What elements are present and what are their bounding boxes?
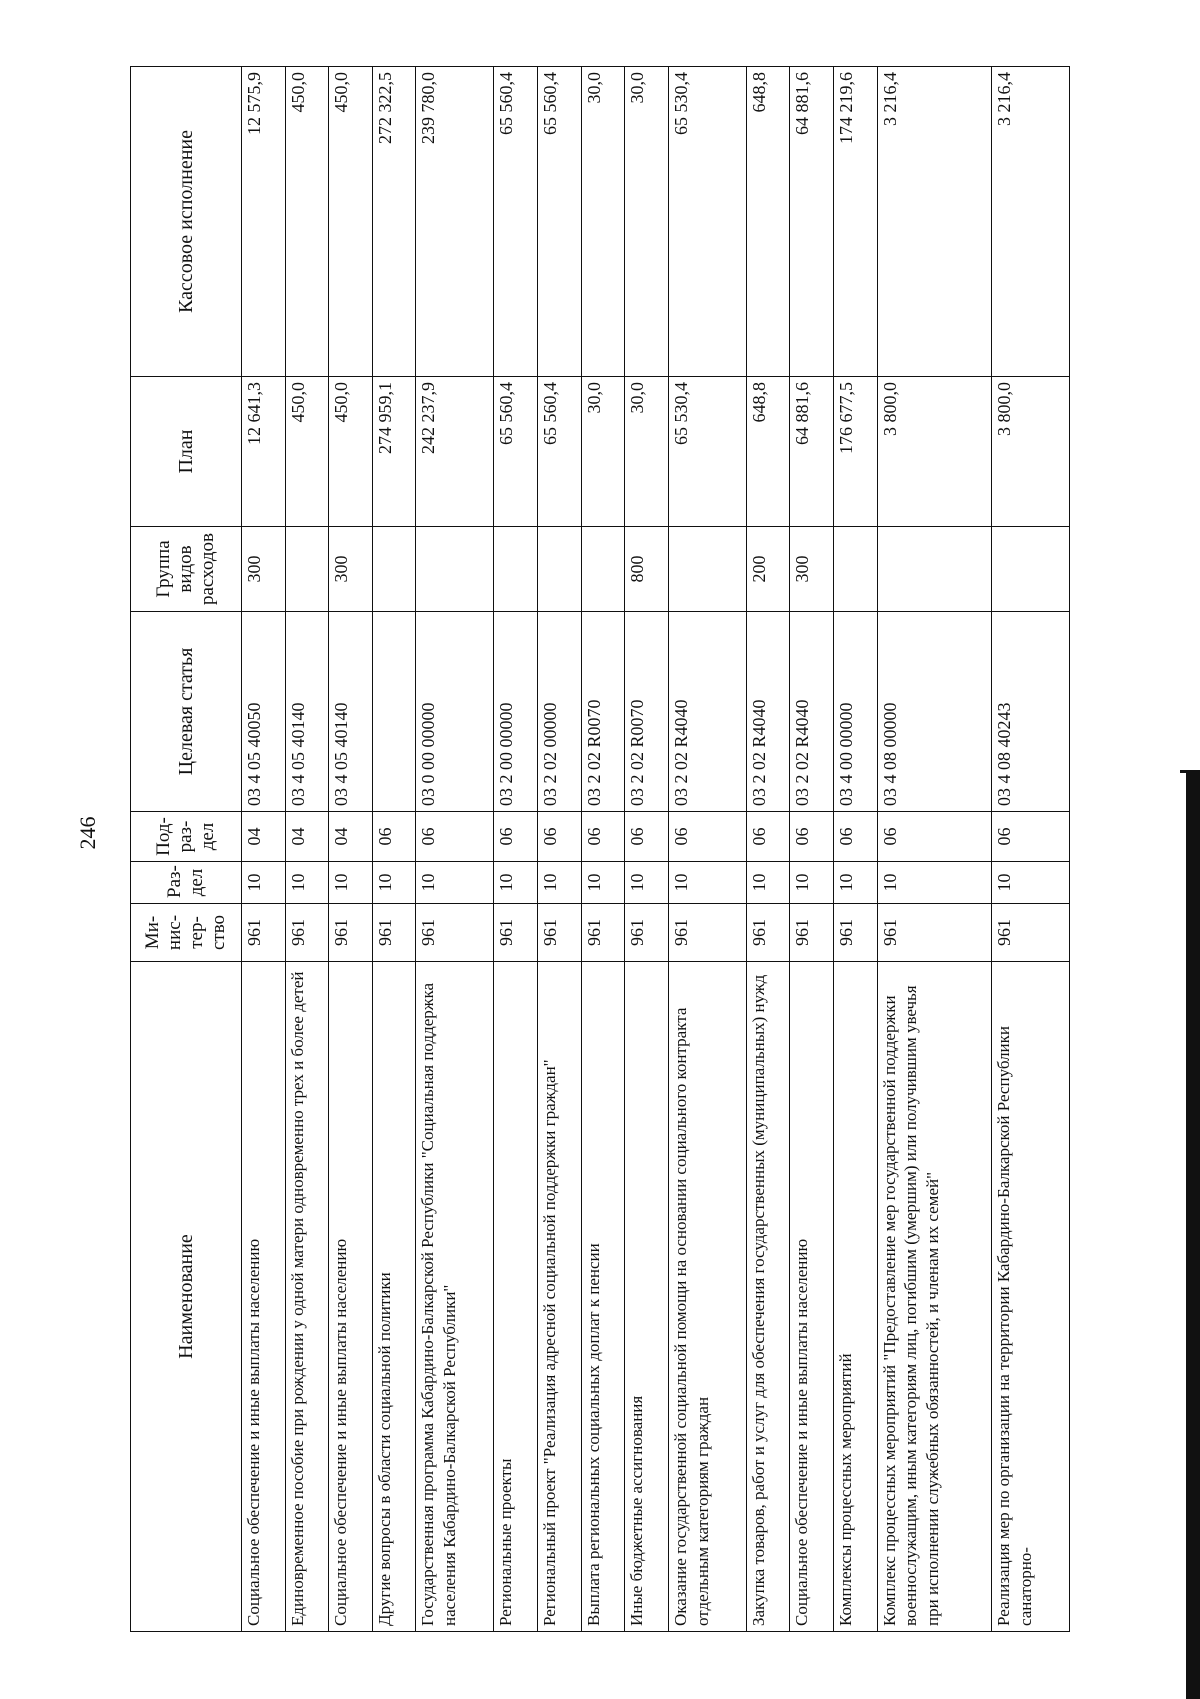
table-header-row [131,67,242,1632]
cell-name: Социальное обеспечение и иные выплаты населению [242,962,286,1632]
cell-plan: 450,0 [285,377,329,527]
cell-group: 200 [746,527,790,612]
cell-subsection: 04 [329,812,373,862]
cell-section: 10 [790,862,834,904]
cell-plan: 30,0 [625,377,669,527]
table-row [833,67,877,1632]
cell-target: 03 2 02 R4040 [790,612,834,812]
cell-subsection: 04 [242,812,286,862]
cell-name: Другие вопросы в области социальной политики [372,962,416,1632]
table-row [537,67,581,1632]
table-row [285,67,329,1632]
cell-plan: 64 881,6 [790,377,834,527]
cell-group [991,527,1069,612]
cell-group: 800 [625,527,669,612]
cell-section: 10 [877,862,991,904]
cell-plan: 3 800,0 [877,377,991,527]
cell-cash: 239 780,0 [416,67,494,377]
cell-group: 300 [329,527,373,612]
cell-group: 300 [242,527,286,612]
budget-table [130,66,1070,1632]
cell-group [833,527,877,612]
table-row [242,67,286,1632]
table-row [991,67,1069,1632]
cell-cash: 12 575,9 [242,67,286,377]
budget-table-rotated [130,67,1070,1632]
cell-target: 03 2 00 00000 [494,612,538,812]
cell-name: Выплата региональных социальных доплат к пенсии [581,962,625,1632]
cell-group [877,527,991,612]
cell-plan: 242 237,9 [416,377,494,527]
cell-subsection: 06 [372,812,416,862]
cell-name: Комплексы процессных мероприятий [833,962,877,1632]
cell-subsection: 06 [746,812,790,862]
cell-plan: 30,0 [581,377,625,527]
cell-subsection: 06 [494,812,538,862]
cell-name: Единовременное пособие при рождении у одной матери одновременно трех и более детей [285,962,329,1632]
cell-group [285,527,329,612]
cell-ministry: 961 [746,904,790,962]
table-row [790,67,834,1632]
cell-group [494,527,538,612]
cell-name: Оказание государственной социальной помощи на основании социального контракта отдельным категориям граждан [668,962,746,1632]
cell-name: Социальное обеспечение и иные выплаты населению [329,962,373,1632]
cell-subsection: 06 [877,812,991,862]
cell-name: Комплекс процессных мероприятий "Предоставление мер государственной поддержки военнослужащим, иным категориям лиц, погибшим (умершим) или получившим увечья при исполнении служебных обязанностей, и членам их семей" [877,962,991,1632]
cell-plan: 65 560,4 [494,377,538,527]
cell-ministry: 961 [242,904,286,962]
cell-plan: 450,0 [329,377,373,527]
cell-target: 03 4 05 40050 [242,612,286,812]
header-plan: План [131,377,242,527]
cell-cash: 65 560,4 [494,67,538,377]
cell-group [372,527,416,612]
cell-name: Государственная программа Кабардино-Балкарской Республики "Социальная поддержка населения Кабардино-Балкарской Республики" [416,962,494,1632]
cell-section: 10 [416,862,494,904]
cell-plan: 12 641,3 [242,377,286,527]
table-row [372,67,416,1632]
cell-plan: 65 560,4 [537,377,581,527]
cell-subsection: 06 [668,812,746,862]
cell-target: 03 4 00 00000 [833,612,877,812]
cell-cash: 3 216,4 [877,67,991,377]
cell-section: 10 [991,862,1069,904]
cell-plan: 176 677,5 [833,377,877,527]
cell-ministry: 961 [833,904,877,962]
cell-target: 03 4 05 40140 [285,612,329,812]
cell-ministry: 961 [991,904,1069,962]
cell-subsection: 06 [581,812,625,862]
cell-section: 10 [372,862,416,904]
cell-ministry: 961 [581,904,625,962]
cell-section: 10 [625,862,669,904]
cell-cash: 174 219,6 [833,67,877,377]
header-name: Наименование [131,962,242,1632]
cell-target: 03 4 08 00000 [877,612,991,812]
scan-edge-tick [1180,770,1186,773]
cell-subsection: 06 [790,812,834,862]
cell-cash: 450,0 [329,67,373,377]
cell-target: 03 2 02 R0070 [581,612,625,812]
cell-target: 03 4 05 40140 [329,612,373,812]
cell-group [537,527,581,612]
table-row [877,67,991,1632]
cell-ministry: 961 [494,904,538,962]
cell-target: 03 0 00 00000 [416,612,494,812]
table-row [581,67,625,1632]
cell-section: 10 [285,862,329,904]
header-target-article: Целевая статья [131,612,242,812]
cell-group [581,527,625,612]
cell-target: 03 4 08 40243 [991,612,1069,812]
header-section: Раз-дел [131,862,242,904]
cell-group [668,527,746,612]
cell-target: 03 2 02 R4040 [746,612,790,812]
header-ministry: Ми-нис-тер-ство [131,904,242,962]
header-expense-group: Группа видов расходов [131,527,242,612]
cell-plan: 3 800,0 [991,377,1069,527]
cell-ministry: 961 [416,904,494,962]
cell-section: 10 [668,862,746,904]
cell-group: 300 [790,527,834,612]
cell-subsection: 06 [537,812,581,862]
cell-section: 10 [242,862,286,904]
cell-subsection: 04 [285,812,329,862]
header-subsection: Под-раз-дел [131,812,242,862]
scan-edge-border [1186,770,1200,1699]
cell-name: Иные бюджетные ассигнования [625,962,669,1632]
cell-section: 10 [581,862,625,904]
table-row [416,67,494,1632]
cell-cash: 65 560,4 [537,67,581,377]
cell-section: 10 [833,862,877,904]
cell-subsection: 06 [625,812,669,862]
cell-subsection: 06 [991,812,1069,862]
cell-section: 10 [329,862,373,904]
header-cash-execution: Кассовое исполнение [131,67,242,377]
table-row [746,67,790,1632]
cell-ministry: 961 [790,904,834,962]
table-row [329,67,373,1632]
page-number: 246 [75,816,100,850]
cell-target: 03 2 02 R4040 [668,612,746,812]
cell-group [416,527,494,612]
cell-cash: 65 530,4 [668,67,746,377]
cell-plan: 648,8 [746,377,790,527]
cell-cash: 3 216,4 [991,67,1069,377]
cell-section: 10 [537,862,581,904]
cell-subsection: 06 [833,812,877,862]
table-row [494,67,538,1632]
cell-name: Региональный проект "Реализация адресной социальной поддержки граждан" [537,962,581,1632]
cell-target [372,612,416,812]
cell-name: Реализация мер по организации на территории Кабардино-Балкарской Республики санаторно- [991,962,1069,1632]
table-row [625,67,669,1632]
cell-plan: 65 530,4 [668,377,746,527]
cell-cash: 648,8 [746,67,790,377]
cell-name: Региональные проекты [494,962,538,1632]
cell-ministry: 961 [329,904,373,962]
cell-cash: 30,0 [581,67,625,377]
cell-ministry: 961 [625,904,669,962]
cell-cash: 450,0 [285,67,329,377]
cell-name: Социальное обеспечение и иные выплаты населению [790,962,834,1632]
cell-name: Закупка товаров, работ и услуг для обеспечения государственных (муниципальных) нужд [746,962,790,1632]
cell-ministry: 961 [285,904,329,962]
cell-section: 10 [746,862,790,904]
cell-cash: 272 322,5 [372,67,416,377]
cell-cash: 64 881,6 [790,67,834,377]
cell-subsection: 06 [416,812,494,862]
cell-section: 10 [494,862,538,904]
cell-ministry: 961 [372,904,416,962]
table-row [668,67,746,1632]
cell-plan: 274 959,1 [372,377,416,527]
cell-ministry: 961 [537,904,581,962]
cell-cash: 30,0 [625,67,669,377]
cell-target: 03 2 02 00000 [537,612,581,812]
cell-ministry: 961 [668,904,746,962]
cell-target: 03 2 02 R0070 [625,612,669,812]
cell-ministry: 961 [877,904,991,962]
